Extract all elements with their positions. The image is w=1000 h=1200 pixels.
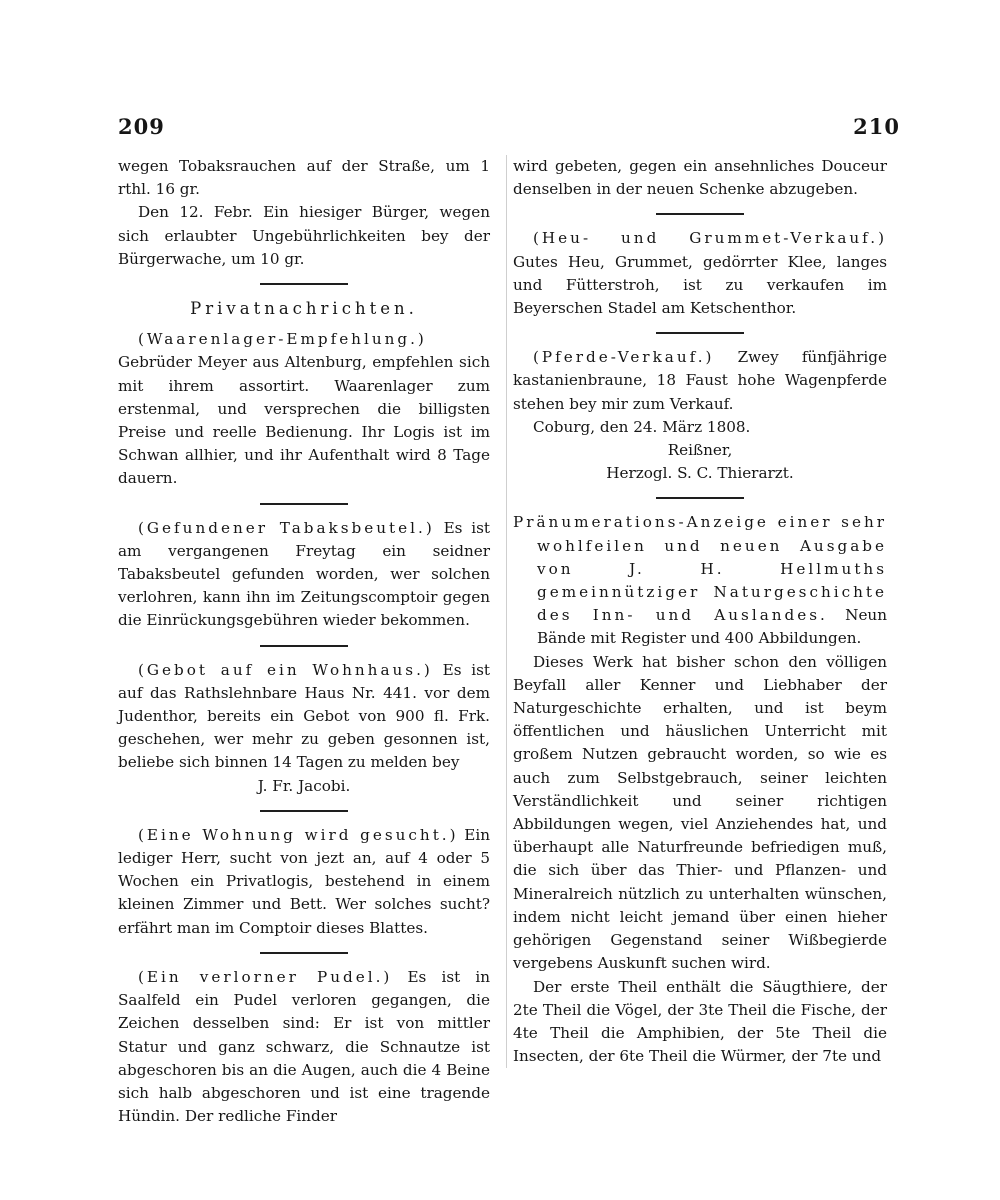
ad-lost-poodle-body: Es ist in Saalfeld ein Pudel verloren gegangen, die Zeichen desselben sind: Er ist von mittler Statur und ganz schwarz, die Schnautze ist abgeschoren bis an die Augen, auch die 4 Beine sich halb abgeschoren und ist eine tragende Hündin. Der redliche Finder <box>118 967 490 1126</box>
ad-house-bid-body: Es ist auf das Rathslehnbare Haus Nr. 441. vor dem Judenthor, bereits ein Gebot von 900 fl. Frk. geschehen, wer mehr zu geben gesonnen ist, beliebe sich binnen 14 Tagen zu melden bey <box>118 660 491 772</box>
divider <box>260 810 348 812</box>
ad-horse-sale-body: Zwey fünfjährige kastanienbraune, 18 Faust hohe Wagenpferde stehen bey mir zum Verkauf. <box>513 348 887 413</box>
ad-hay-sale <box>513 227 887 320</box>
divider <box>260 952 348 954</box>
ad-horse-sale <box>513 346 887 416</box>
ad-tobacco-pouch-body: Es ist am vergangenen Freytag ein seidner Tabaksbeutel gefunden worden, wer solchen verlohren, kann ihn im Zeitungscomptoir gegen die Einrückungsgebühren wieder bekommen. <box>118 518 490 630</box>
ad-tobacco-pouch <box>118 517 490 633</box>
ad-horse-sale-name: Reißner, <box>667 441 733 460</box>
ad-lodging-wanted <box>118 824 490 940</box>
section-title-privatnachrichten: Privatnachrichten. <box>190 299 418 319</box>
ad-house-bid-heading: (Gebot auf ein Wohnhaus.) <box>138 660 433 679</box>
ad-subscription-body-1: Dieses Werk hat bisher schon den völligen Beyfall aller Kenner und Liebhaber der Naturgeschichte erhalten, und ist beym öffentlichen und häuslichen Unterricht mit großem Nutzen gebraucht worden, so wie es auch zum Selbstgebrauch, seiner leichten Verständlichkeit und seiner richtigen Abbildungen wegen, viel Anziehendes hat, und überhaupt alle Naturfreunde befriedigen muß, die sich über das Thier- und Pflanzen- und Mineralreich nützlich zu unterhalten wünschen, indem nicht leicht jemand über einen hieher gehörigen Gegenstand seiner Wißbegierde vergebens Auskunft suchen wird. <box>513 652 887 973</box>
ad-subscription-title: Pränumerations-Anzeige einer sehr wohlfeilen und neuen Ausgabe von J. H. Hellmuths gemeinnütziger Naturgeschichte des Inn- und Auslandes. <box>513 513 887 625</box>
page-number-left: 209 <box>118 114 165 139</box>
ad-house-bid-signature: J. Fr. Jacobi. <box>257 776 351 795</box>
divider <box>260 283 348 285</box>
ad-warehouse-heading: (Waarenlager-Empfehlung.) <box>138 330 427 349</box>
fine-notice-burgher: Den 12. Febr. Ein hiesiger Bürger, wegen sich erlaubter Ungebührlichkeiten bey der Bürgerwache, um 10 gr. <box>118 203 490 268</box>
ad-lost-poodle <box>118 966 490 1128</box>
ad-lost-poodle-heading: (Ein verlorner Pudel.) <box>138 967 393 986</box>
ad-warehouse <box>118 328 490 490</box>
page-number-right: 210 <box>853 114 900 139</box>
ad-subscription-title-tail: Neun Bände mit Register und 400 Abbildungen. <box>537 606 887 648</box>
ad-horse-sale-title: Herzogl. S. C. Thierarzt. <box>606 464 794 483</box>
ad-hay-sale-heading: (Heu- und Grummet-Verkauf.) <box>533 229 887 248</box>
left-column <box>118 155 490 1128</box>
divider <box>656 332 744 334</box>
ad-lost-poodle-continued: wird gebeten, gegen ein ansehnliches Douceur denselben in der neuen Schenke abzugeben. <box>513 157 887 199</box>
ad-subscription-body-2: Der erste Theil enthält die Säugthiere, der 2te Theil die Vögel, der 3te Theil die Fische, der 4te Theil die Amphibien, der 5te Theil die Insecten, der 6te Theil die Würmer, der 7te und <box>513 977 887 1066</box>
divider <box>656 497 744 499</box>
ad-lodging-wanted-body: Ein lediger Herr, sucht von jezt an, auf 4 oder 5 Wochen ein Privatlogis, bestehend in einem kleinen Zimmer und Bett. Wer solches sucht? erfährt man im Comptoir dieses Blattes. <box>118 825 490 937</box>
divider <box>656 213 744 215</box>
right-column <box>506 155 887 1068</box>
ad-lodging-wanted-heading: (Eine Wohnung wird gesucht.) <box>138 825 459 844</box>
ad-horse-sale-place-date: Coburg, den 24. März 1808. <box>533 417 751 436</box>
ad-house-bid <box>118 659 490 775</box>
ad-hay-sale-body: Gutes Heu, Grummet, gedörrter Klee, langes und Fütterstroh, ist zu verkaufen im Beyerschen Stadel am Ketschenthor. <box>513 252 887 318</box>
ad-horse-sale-heading: (Pferde-Verkauf.) <box>533 348 715 367</box>
ad-warehouse-body: Gebrüder Meyer aus Altenburg, empfehlen sich mit ihrem assortirt. Waarenlager zum erstenmal, und versprechen die billigsten Preise und reelle Bedienung. Ihr Logis ist im Schwan allhier, und ihr Aufenthalt wird 8 Tage dauern. <box>118 353 490 488</box>
divider <box>260 645 348 647</box>
ad-subscription-heading <box>513 511 887 650</box>
fine-notice-tobacco: wegen Tobaksrauchen auf der Straße, um 1 rthl. 16 gr. <box>118 157 490 199</box>
ad-subscription <box>513 511 887 1068</box>
ad-tobacco-pouch-heading: (Gefundener Tabaksbeutel.) <box>138 518 435 537</box>
divider <box>260 503 348 505</box>
